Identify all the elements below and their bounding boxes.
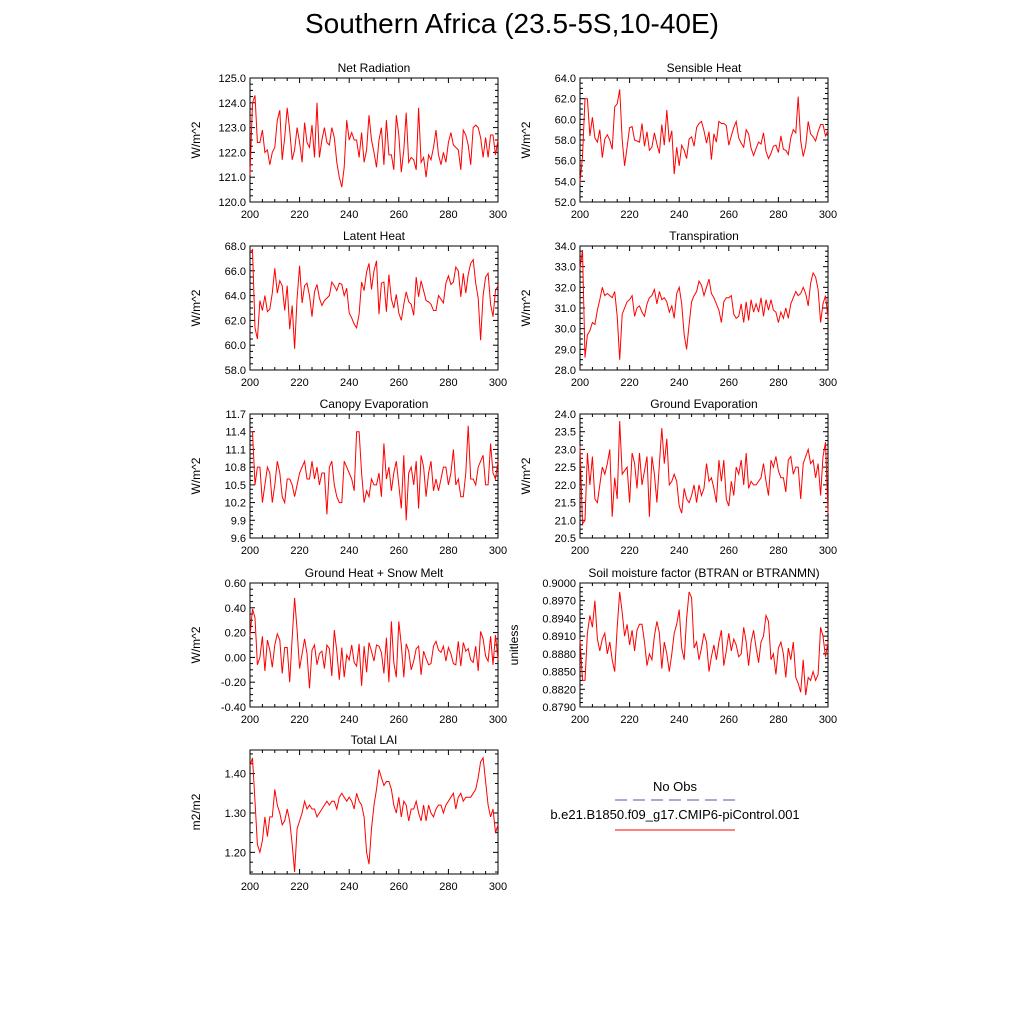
x-tick-label: 260 [719, 209, 738, 221]
y-tick-label: 122.0 [218, 147, 246, 160]
y-tick-label: 32.0 [554, 282, 576, 295]
x-tick-label: 220 [290, 881, 309, 893]
y-tick-label: 56.0 [554, 155, 576, 168]
y-tick-label: 0.8940 [542, 613, 576, 626]
y-axis-label: W/m^2 [189, 457, 203, 495]
x-tick-label: 220 [290, 377, 309, 389]
x-tick-label: 200 [240, 714, 260, 726]
plot-frame [250, 750, 498, 874]
y-tick-label: 62.0 [554, 93, 576, 106]
y-tick-label: 11.4 [225, 426, 246, 439]
y-tick-label: 124.0 [218, 97, 246, 110]
y-tick-label: 34.0 [554, 241, 576, 253]
y-tick-label: 10.8 [224, 462, 246, 475]
x-tick-label: 260 [389, 209, 408, 221]
y-tick-label: 11.7 [225, 409, 246, 421]
panel-title: Ground Heat + Snow Melt [304, 566, 444, 580]
y-tick-label: 58.0 [554, 135, 576, 147]
x-tick-label: 240 [340, 881, 359, 893]
x-tick-label: 200 [570, 545, 590, 557]
x-tick-label: 240 [670, 377, 689, 389]
y-tick-label: 60.0 [224, 340, 246, 353]
x-tick-label: 240 [670, 209, 689, 221]
y-tick-label: 0.8910 [542, 631, 576, 644]
panel-title: Sensible Heat [666, 61, 742, 75]
x-tick-label: 220 [290, 545, 309, 557]
x-tick-label: 260 [719, 714, 738, 726]
y-tick-label: 0.8850 [542, 666, 576, 679]
x-tick-label: 300 [488, 209, 508, 221]
legend [530, 775, 820, 845]
y-tick-label: -0.40 [220, 702, 246, 714]
y-tick-label: 0.8880 [542, 648, 576, 661]
y-tick-label: 0.40 [224, 602, 246, 615]
y-axis-label: W/m^2 [189, 121, 203, 159]
x-tick-label: 280 [769, 545, 788, 557]
x-tick-label: 300 [818, 714, 838, 726]
y-tick-label: 54.0 [554, 176, 576, 189]
x-tick-label: 220 [620, 714, 639, 726]
legend-label-obs: No Obs [652, 779, 698, 794]
y-tick-label: 22.5 [554, 462, 576, 475]
y-axis-label: W/m^2 [189, 626, 203, 664]
x-tick-label: 260 [719, 377, 738, 389]
y-tick-label: 121.0 [218, 172, 246, 185]
y-tick-label: 11.1 [225, 444, 246, 457]
panel-title: Total LAI [350, 733, 398, 747]
y-tick-label: 20.5 [554, 533, 576, 545]
y-axis-label: W/m^2 [519, 121, 533, 159]
x-tick-label: 280 [769, 714, 788, 726]
y-tick-label: 64.0 [554, 73, 576, 85]
y-tick-label: 0.8820 [542, 684, 576, 697]
y-axis-label: W/m^2 [519, 457, 533, 495]
y-tick-label: 1.20 [224, 847, 246, 860]
y-tick-label: 22.0 [554, 479, 576, 492]
x-tick-label: 220 [290, 714, 309, 726]
x-tick-label: 260 [389, 881, 408, 893]
x-tick-label: 240 [670, 545, 689, 557]
y-axis-label: W/m^2 [519, 289, 533, 327]
x-tick-label: 260 [389, 377, 408, 389]
x-tick-label: 280 [769, 377, 788, 389]
x-tick-label: 240 [340, 209, 359, 221]
x-tick-label: 240 [340, 714, 359, 726]
x-tick-label: 200 [240, 545, 260, 557]
y-tick-label: 64.0 [224, 290, 246, 303]
x-tick-label: 280 [439, 881, 458, 893]
x-tick-label: 260 [719, 545, 738, 557]
y-tick-label: 10.5 [224, 479, 246, 492]
x-tick-label: 300 [488, 714, 508, 726]
y-tick-label: 62.0 [224, 315, 246, 328]
y-tick-label: 125.0 [218, 73, 246, 85]
x-tick-label: 240 [670, 714, 689, 726]
y-tick-label: 68.0 [224, 241, 246, 253]
y-tick-label: 30.0 [554, 323, 576, 336]
x-tick-label: 220 [620, 545, 639, 557]
x-tick-label: 300 [818, 209, 838, 221]
y-tick-label: 29.0 [554, 344, 576, 357]
figure-title: Southern Africa (23.5-5S,10-40E) [304, 8, 719, 39]
x-tick-label: 280 [439, 209, 458, 221]
x-tick-label: 220 [620, 209, 639, 221]
x-tick-label: 200 [570, 377, 590, 389]
x-tick-label: 200 [240, 209, 260, 221]
y-tick-label: 23.0 [554, 444, 576, 457]
y-tick-label: 0.9000 [542, 578, 576, 590]
x-tick-label: 260 [389, 545, 408, 557]
y-tick-label: 0.60 [224, 578, 246, 590]
y-tick-label: 1.30 [224, 807, 246, 820]
y-tick-label: 10.2 [224, 497, 246, 510]
x-tick-label: 280 [769, 209, 788, 221]
x-tick-label: 300 [488, 881, 508, 893]
panel-title: Net Radiation [337, 61, 411, 75]
y-tick-label: 0.20 [224, 627, 246, 640]
y-tick-label: 0.8970 [542, 595, 576, 608]
x-tick-label: 200 [570, 209, 590, 221]
panel-title: Canopy Evaporation [319, 397, 429, 411]
x-tick-label: 280 [439, 377, 458, 389]
y-tick-label: 0.8790 [542, 702, 576, 714]
y-tick-label: 33.0 [554, 261, 576, 274]
y-tick-label: 1.40 [224, 768, 246, 781]
y-tick-label: 0.00 [224, 652, 246, 665]
series-line [250, 758, 498, 872]
y-tick-label: 9.6 [230, 533, 246, 545]
y-tick-label: 28.0 [554, 365, 576, 377]
x-tick-label: 200 [570, 714, 590, 726]
x-tick-label: 220 [290, 209, 309, 221]
x-tick-label: 280 [439, 714, 458, 726]
y-tick-label: 58.0 [224, 365, 246, 377]
panel-title: Soil moisture factor (BTRAN or BTRANMN) [588, 566, 820, 580]
y-tick-label: 21.0 [554, 515, 576, 528]
y-tick-label: 66.0 [224, 265, 246, 278]
y-axis-label: W/m^2 [189, 289, 203, 327]
y-tick-label: 9.9 [230, 515, 246, 528]
x-tick-label: 300 [488, 545, 508, 557]
y-axis-label: m2/m2 [189, 793, 203, 831]
panel-title: Ground Evaporation [650, 397, 758, 411]
x-tick-label: 200 [240, 881, 260, 893]
y-tick-label: 52.0 [554, 197, 576, 209]
x-tick-label: 280 [439, 545, 458, 557]
y-axis-label: unitless [507, 624, 521, 666]
x-tick-label: 200 [240, 377, 260, 389]
y-tick-label: 31.0 [554, 303, 576, 315]
y-tick-label: -0.20 [220, 677, 246, 690]
y-tick-label: 120.0 [218, 197, 246, 209]
x-tick-label: 300 [818, 377, 838, 389]
x-tick-label: 240 [340, 377, 359, 389]
y-tick-label: 24.0 [554, 409, 576, 421]
panel-title: Transpiration [669, 229, 739, 243]
legend-label-model: b.e21.B1850.f09_g17.CMIP6-piControl.001 [550, 807, 800, 822]
x-tick-label: 300 [488, 377, 508, 389]
y-tick-label: 21.5 [554, 497, 576, 510]
y-tick-label: 60.0 [554, 114, 576, 127]
panel-title: Latent Heat [342, 229, 406, 243]
x-tick-label: 260 [389, 714, 408, 726]
y-tick-label: 123.0 [218, 122, 246, 135]
y-tick-label: 23.5 [554, 426, 576, 439]
x-tick-label: 300 [818, 545, 838, 557]
x-tick-label: 240 [340, 545, 359, 557]
x-tick-label: 220 [620, 377, 639, 389]
